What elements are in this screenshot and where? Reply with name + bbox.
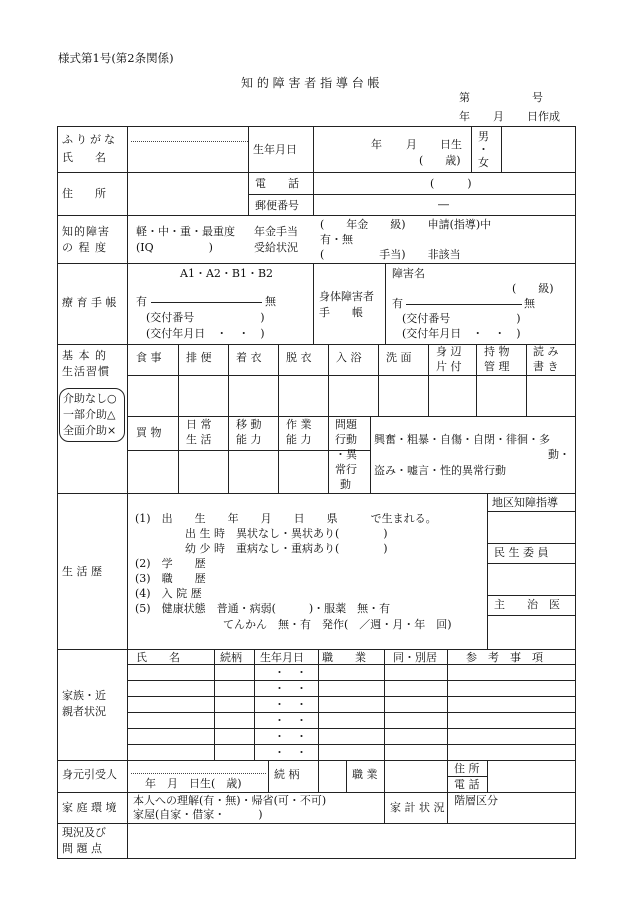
- history-line-7: (5) 健康状態 普通・病弱( )・服薬 無・有: [135, 602, 391, 615]
- adl-col: [278, 344, 279, 494]
- cell-divider: [313, 263, 314, 345]
- disability-name: 障害名: [392, 267, 425, 280]
- behavior-list-2: 動・: [548, 448, 570, 461]
- family-birth-dots: ・ ・: [274, 682, 307, 695]
- history-line-2: 出 生 時 異状なし・異状あり( ): [185, 527, 388, 540]
- guarantor-col: [346, 760, 347, 793]
- guarantor-col: [318, 760, 319, 793]
- guarantor-label: 身元引受人: [62, 768, 117, 781]
- family-row-sep: [127, 680, 576, 681]
- adl-col: [370, 416, 371, 494]
- pension-label-1: 年金手当: [254, 225, 298, 238]
- adl-item-daily-2: 生 活: [186, 433, 212, 446]
- sex-male: 男: [478, 130, 489, 143]
- adl-item-shopping: 買 物: [136, 426, 162, 439]
- postal-dash: ―: [438, 198, 449, 211]
- family-birth-dots: ・ ・: [274, 730, 307, 743]
- behavior-label-3: ・異: [335, 448, 357, 461]
- adl-item-mobility-2: 能 力: [236, 433, 262, 446]
- behavior-label-2: 行動: [335, 433, 357, 446]
- cell-divider: [313, 126, 314, 216]
- history-label: 生 活 歴: [62, 565, 102, 578]
- behavior-list-1: 興奮・粗暴・自傷・自閉・徘徊・多: [374, 433, 550, 446]
- adl-col: [526, 344, 527, 416]
- family-col: [214, 649, 215, 761]
- shintai-label-1: 身体障害者: [319, 290, 374, 303]
- pension-line-2: 有・無: [320, 233, 353, 246]
- adl-col: [228, 344, 229, 494]
- adl-item-daily-1: 日 常: [186, 418, 212, 431]
- history-line-8: てんかん 無・有 発作( ／週・月・年 回): [223, 618, 452, 631]
- current-label-1: 現況及び: [62, 826, 106, 839]
- degree-label-2: の 程 度: [62, 241, 107, 254]
- adl-label-2: 生活習慣: [62, 365, 110, 378]
- family-birth-dots: ・ ・: [274, 746, 307, 759]
- adl-row-sep: [127, 375, 576, 376]
- family-birth-dots: ・ ・: [274, 714, 307, 727]
- birthdate-label: 生年月日: [253, 143, 297, 156]
- family-birth-dots: ・ ・: [274, 698, 307, 711]
- adl-item-tidy-2: 片 付: [436, 360, 462, 373]
- birth-day: 日生: [440, 138, 462, 151]
- adl-item-dress: 着 衣: [236, 351, 262, 364]
- furigana-label: ふりがな: [62, 133, 118, 146]
- form-number: 様式第1号(第2条関係): [58, 51, 174, 65]
- guarantor-address: 住 所: [454, 762, 480, 775]
- ryoiku-grades: A1・A2・B1・B2: [180, 267, 274, 280]
- family-birth-dots: ・ ・: [274, 666, 307, 679]
- adl-item-bath: 入 浴: [336, 351, 362, 364]
- phone-paren: ( ): [430, 177, 472, 190]
- behavior-list-3: 盗み・嘘言・性的異常行動: [374, 464, 506, 477]
- current-label-2: 問 題 点: [62, 842, 102, 855]
- finance-label: 家 計 状 況: [390, 801, 445, 814]
- adl-col: [378, 344, 379, 416]
- age-paren: ( 歳): [419, 154, 461, 167]
- side-welfare-commissioner: 民 生 委 員: [494, 546, 549, 559]
- family-col: [318, 649, 319, 761]
- row-sep: [57, 649, 576, 650]
- guarantor-dotted-line: [131, 773, 266, 774]
- birth-year: 年: [371, 138, 382, 151]
- guarantor-job: 職 業: [352, 768, 378, 781]
- yu-mu-line: [151, 302, 262, 303]
- adl-item-belongings-2: 管 理: [484, 360, 510, 373]
- adl-col: [178, 344, 179, 494]
- family-row-sep: [127, 712, 576, 713]
- number-go: 号: [532, 91, 543, 104]
- history-side-sep: [487, 595, 576, 596]
- home-col: [384, 792, 385, 824]
- family-row-sep: [127, 664, 576, 665]
- family-header-birth: 生年月日: [260, 651, 304, 664]
- adl-label-1: 基 本 的: [62, 349, 107, 362]
- legend-none: 介助なし○: [63, 392, 117, 405]
- postal-label: 郵便番号: [255, 199, 299, 212]
- page-title: 知 的 障 害 者 指 導 台 帳: [241, 76, 380, 90]
- family-row-sep: [127, 696, 576, 697]
- family-col: [384, 649, 385, 761]
- degree-label-1: 知的障害: [62, 225, 110, 238]
- cell-divider: [501, 126, 502, 173]
- adl-item-work-1: 作 業: [286, 418, 312, 431]
- home-label: 家 庭 環 境: [62, 801, 117, 814]
- adl-item-meal: 食 事: [136, 351, 162, 364]
- adl-row-sep: [127, 416, 576, 417]
- degree-options: 軽・中・重・最重度: [136, 225, 235, 238]
- home-line-1: 本人への理解(有・無)・帰省(可・不可): [133, 794, 327, 807]
- ryoiku-label: 療 育 手 帳: [62, 296, 117, 309]
- adl-item-tidy-1: 身 辺: [436, 345, 462, 358]
- adl-col: [428, 344, 429, 416]
- side-district-guidance: 地区知障指導: [492, 496, 558, 509]
- furigana-dotted-line: [131, 141, 248, 142]
- sex-dot: ・: [478, 143, 489, 156]
- adl-col: [476, 344, 477, 416]
- shintai-issue-no: (交付番号 ): [402, 312, 521, 325]
- row-sep: [57, 823, 576, 824]
- adl-item-work-2: 能 力: [286, 433, 312, 446]
- history-side-sep: [487, 543, 576, 544]
- history-side-sep: [487, 563, 576, 564]
- legend-partial: 一部介助△: [63, 408, 116, 421]
- guarantor-sep: [447, 776, 488, 777]
- cell-divider: [471, 126, 472, 173]
- yu-mu-line: [406, 304, 522, 305]
- ryoiku-yu: 有: [136, 295, 147, 308]
- created-day: 日作成: [527, 110, 560, 123]
- family-label-1: 家族・近: [62, 689, 106, 702]
- row-sep: [57, 792, 576, 793]
- phone-label: 電 話: [255, 177, 299, 190]
- family-header-cohabit: 同・別居: [393, 651, 437, 664]
- shintai-label-2: 手 帳: [319, 306, 363, 319]
- family-label-2: 親者状況: [62, 705, 106, 718]
- created-year: 年: [459, 110, 470, 123]
- adl-col: [328, 344, 329, 494]
- behavior-label-4: 常行: [335, 463, 357, 476]
- adl-item-wash: 洗 面: [386, 351, 412, 364]
- ryoiku-issue-date: (交付年月日 ・ ・ ): [146, 327, 265, 340]
- family-row-sep: [127, 728, 576, 729]
- table-border-top: [57, 126, 576, 127]
- name-label: 氏 名: [62, 151, 106, 164]
- row-sep: [57, 263, 576, 264]
- guarantor-birth: 年 月 日生( 歳): [145, 777, 242, 790]
- guarantor-relation: 続 柄: [274, 768, 300, 781]
- guarantor-col: [384, 760, 385, 793]
- cell-divider: [385, 263, 386, 345]
- history-line-1: (1) 出 生 年 月 日 県 で生まれる。: [135, 512, 437, 525]
- row-sep: [57, 760, 576, 761]
- history-side-sep: [487, 511, 576, 512]
- row-sep: [57, 172, 576, 173]
- cell-divider: [248, 194, 576, 195]
- behavior-label-1: 問題: [335, 418, 357, 431]
- address-label: 住 所: [62, 187, 106, 200]
- adl-row-sep: [127, 450, 370, 451]
- ryoiku-mu: 無: [265, 295, 276, 308]
- table-border-bottom: [57, 858, 576, 859]
- adl-item-belongings-1: 持 物: [484, 345, 510, 358]
- cell-divider: [248, 126, 249, 216]
- side-family-doctor: 主 治 医: [494, 598, 560, 611]
- shintai-yu: 有: [392, 297, 403, 310]
- row-sep: [57, 493, 576, 494]
- birth-month: 月: [406, 138, 417, 151]
- adl-item-toilet: 排 便: [186, 351, 212, 364]
- adl-item-mobility-1: 移 動: [236, 418, 262, 431]
- history-line-5: (3) 職 歴: [135, 572, 206, 585]
- family-header-relation: 続柄: [220, 651, 242, 664]
- row-sep: [57, 215, 576, 216]
- number-dai: 第: [459, 91, 470, 104]
- legend-full: 全面介助×: [63, 424, 117, 437]
- history-side-sep: [487, 615, 576, 616]
- history-side-divider: [487, 493, 488, 650]
- home-line-2: 家屋(自家・借家・ ): [133, 808, 263, 821]
- shintai-mu: 無: [524, 297, 535, 310]
- grade-paren: ( 級): [512, 282, 554, 295]
- pension-line-3: ( 手当) 非該当: [320, 248, 461, 261]
- family-header-name: 氏 名: [136, 651, 180, 664]
- stratum-label: 階層区分: [454, 794, 498, 807]
- sex-female: 女: [478, 156, 489, 169]
- family-col: [447, 649, 448, 761]
- adl-item-readwrite-2: 書 き: [533, 360, 559, 373]
- pension-label-2: 受給状況: [254, 241, 298, 254]
- family-row-sep: [127, 744, 576, 745]
- family-header-job: 職 業: [322, 651, 366, 664]
- iq-paren: (IQ ): [136, 241, 213, 254]
- shintai-issue-date: (交付年月日 ・ ・ ): [402, 327, 521, 340]
- guarantor-col: [268, 760, 269, 793]
- history-line-6: (4) 入 院 歴: [135, 587, 202, 600]
- history-line-3: 幼 少 時 重病なし・重病あり( ): [185, 542, 388, 555]
- adl-item-undress: 脱 衣: [286, 351, 312, 364]
- behavior-label-5: 動: [340, 478, 351, 491]
- created-month: 月: [493, 110, 504, 123]
- pension-line-1: ( 年金 級) 申請(指導)中: [320, 218, 492, 231]
- adl-item-readwrite-1: 読 み: [533, 345, 559, 358]
- guarantor-phone: 電 話: [454, 778, 480, 791]
- family-header-notes: 参 考 事 項: [466, 651, 543, 664]
- family-col: [254, 649, 255, 761]
- home-col: [447, 792, 448, 824]
- ryoiku-issue-no: (交付番号 ): [146, 311, 265, 324]
- history-line-4: (2) 学 歴: [135, 557, 206, 570]
